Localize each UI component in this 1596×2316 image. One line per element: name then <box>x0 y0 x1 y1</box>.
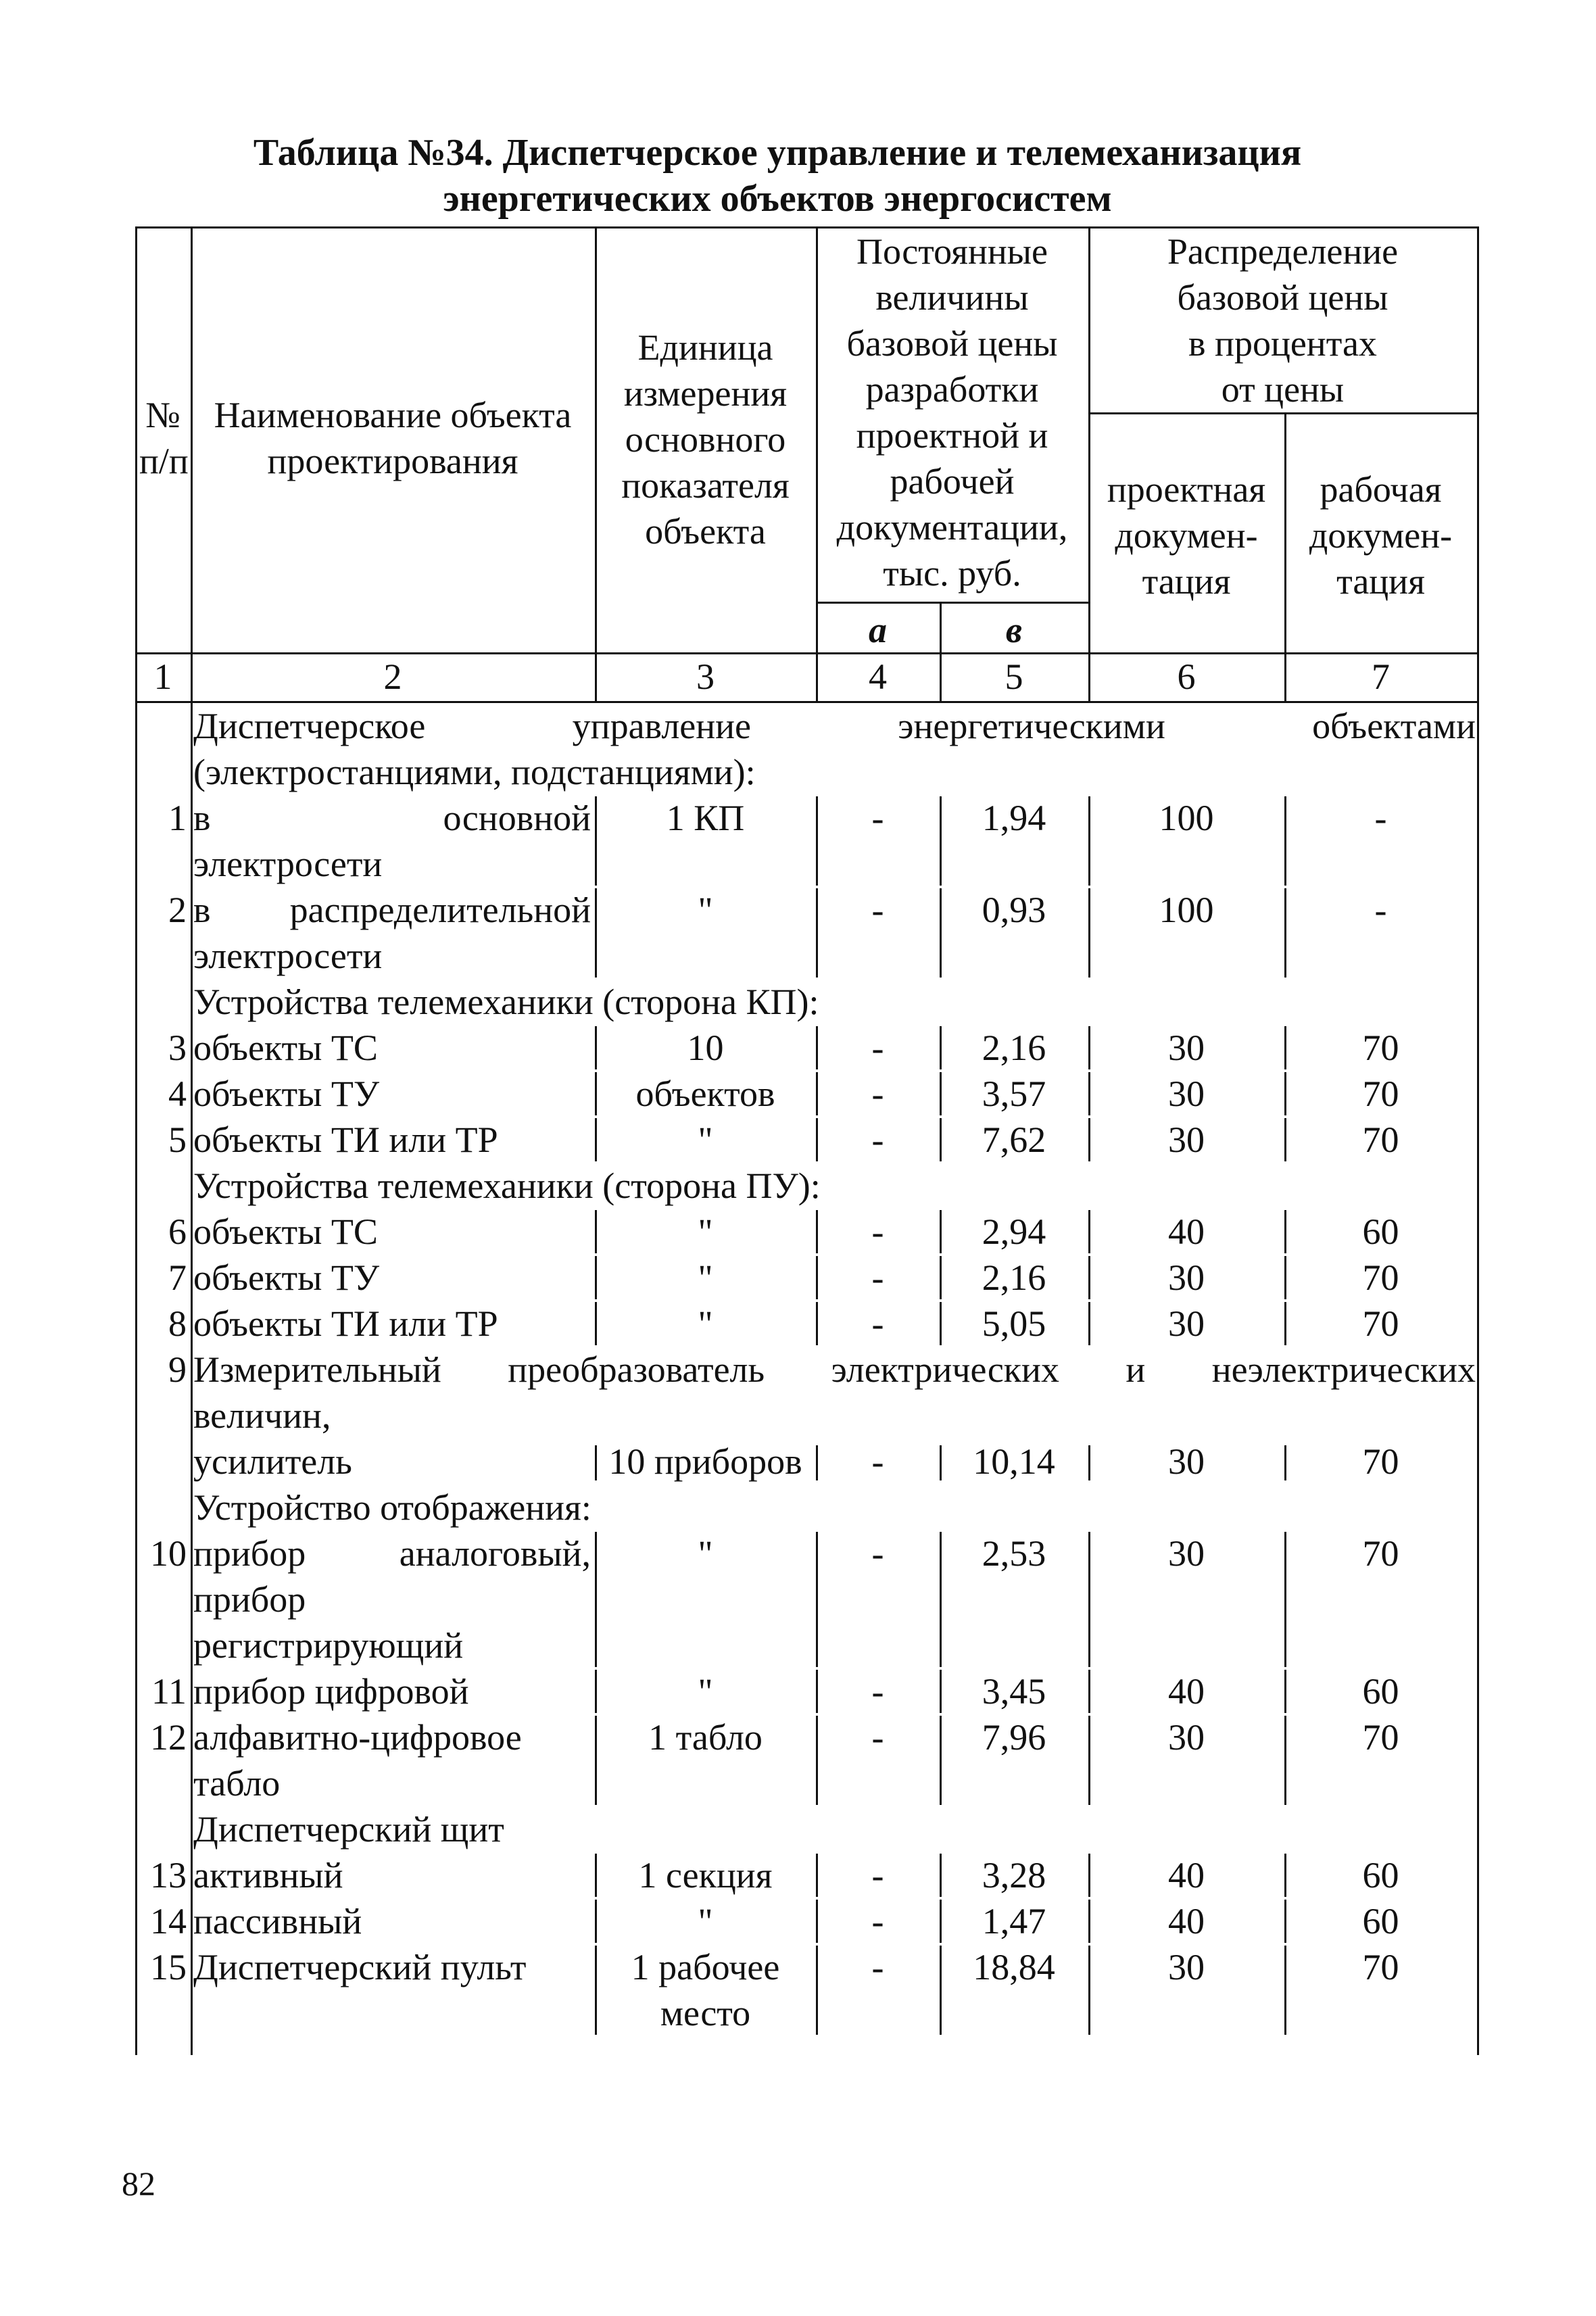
row-cell-divider <box>595 1072 597 1115</box>
row-cell-divider <box>1088 1716 1090 1805</box>
row-cell-divider <box>595 1445 597 1480</box>
row-name: объекты ТИ или ТР <box>193 1119 498 1160</box>
row-number: 8 <box>168 1303 187 1344</box>
row-unit: 10 приборов <box>608 1441 802 1482</box>
row-name: усилитель <box>193 1441 352 1482</box>
row-value-a: - <box>871 1901 884 1941</box>
row-cell-divider <box>1284 1072 1286 1115</box>
header-unit-line: показателя <box>621 465 790 506</box>
row-cell-divider <box>595 1854 597 1897</box>
section-heading: Устройства телемеханики (сторона КП): <box>193 982 819 1022</box>
row-unit: 1 КП <box>666 798 745 838</box>
row-percent-work: 70 <box>1362 1947 1399 1987</box>
row-percent-project: 40 <box>1168 1211 1205 1252</box>
row-cell-divider <box>1284 1118 1286 1161</box>
row-cell-divider <box>816 1532 818 1667</box>
header-const-line: величины <box>875 277 1029 318</box>
row-cell-divider <box>816 1716 818 1805</box>
header-const-line: проектной и <box>856 415 1048 456</box>
row-cell-divider <box>940 1026 942 1069</box>
row-unit: 10 <box>687 1028 724 1068</box>
row-name: Диспетчерский пульт <box>193 1947 527 1987</box>
row-percent-work: 70 <box>1362 1441 1399 1482</box>
row-percent-work: 70 <box>1362 1303 1399 1344</box>
row-cell-divider <box>940 1716 942 1805</box>
row-cell-divider <box>816 1946 818 2035</box>
row-unit: " <box>698 1257 713 1298</box>
row-cell-divider <box>816 1118 818 1161</box>
row-value-a: - <box>871 798 884 838</box>
row-percent-project: 30 <box>1168 1257 1205 1298</box>
header-dist-line: базовой цены <box>1177 277 1388 318</box>
row-cell-divider <box>1088 1670 1090 1713</box>
row-value-b: 2,16 <box>982 1257 1046 1298</box>
row-percent-work: 60 <box>1362 1855 1399 1896</box>
row-value-a: - <box>871 1028 884 1068</box>
row-number: 12 <box>150 1717 187 1758</box>
row-cell-divider <box>816 1256 818 1299</box>
column-number: 4 <box>869 656 887 697</box>
row-cell-divider <box>816 1210 818 1253</box>
header-vline-ab <box>940 602 942 701</box>
row-cell-divider <box>1088 796 1090 886</box>
row-cell-divider <box>1284 1946 1286 2035</box>
row-value-a: - <box>871 1073 884 1114</box>
page-number: 82 <box>122 2165 155 2202</box>
row-percent-work: - <box>1374 890 1387 930</box>
header-proj-line: докумен- <box>1115 515 1258 556</box>
header-vline <box>1088 226 1090 701</box>
row-value-b: 2,94 <box>982 1211 1046 1252</box>
row-value-a: - <box>871 1717 884 1758</box>
header-const-line: Постоянные <box>856 231 1048 272</box>
row-cell-divider <box>1088 1900 1090 1943</box>
column-number: 3 <box>696 656 715 697</box>
row-percent-work: 70 <box>1362 1257 1399 1298</box>
row-unit: 1 табло <box>648 1717 763 1758</box>
header-work-line: докумен- <box>1309 515 1453 556</box>
row-number: 1 <box>168 798 187 838</box>
header-const-line: тыс. руб. <box>883 553 1021 594</box>
row-percent-project: 30 <box>1168 1028 1205 1068</box>
row-percent-work: 70 <box>1362 1028 1399 1068</box>
row-cell-divider <box>1088 1532 1090 1667</box>
row-cell-divider <box>1088 1854 1090 1897</box>
row-cell-divider <box>1088 1072 1090 1115</box>
row-name: электросети <box>193 844 383 884</box>
row-unit: " <box>698 890 713 930</box>
header-const-line: документации, <box>836 507 1068 548</box>
row-cell-divider <box>940 1118 942 1161</box>
row-cell-divider <box>816 1026 818 1069</box>
section-heading: Диспетчерское управление энергетическими объектами <box>193 706 1476 746</box>
row-cell-divider <box>816 888 818 978</box>
header-name-line: проектирования <box>267 441 518 481</box>
row-number: 15 <box>150 1947 187 1987</box>
column-number: 7 <box>1372 656 1390 697</box>
row-name: электросети <box>193 936 383 976</box>
row-value-a: - <box>871 1533 884 1574</box>
header-dist-line: Распределение <box>1167 231 1399 272</box>
row-cell-divider <box>816 1445 818 1480</box>
row-unit: " <box>698 1533 713 1574</box>
row-percent-work: 70 <box>1362 1717 1399 1758</box>
row-unit: " <box>698 1303 713 1344</box>
row-percent-work: 60 <box>1362 1901 1399 1941</box>
header-unit-line: измерения <box>623 373 788 414</box>
row-value-a: - <box>871 1119 884 1160</box>
column-number: 6 <box>1177 656 1196 697</box>
row-percent-work: 70 <box>1362 1533 1399 1574</box>
header-a-label: а <box>869 610 887 650</box>
row-number: 2 <box>168 890 187 930</box>
row-number: 7 <box>168 1257 187 1298</box>
row-cell-divider <box>595 1532 597 1667</box>
table-title-line-1: Таблица №34. Диспетчерское управление и телемеханизация <box>253 132 1302 174</box>
row-name: табло <box>193 1763 281 1804</box>
row-cell-divider <box>1284 796 1286 886</box>
header-dist-line: в процентах <box>1188 323 1377 364</box>
row-name: в распределительной <box>193 890 591 930</box>
row-value-b: 3,45 <box>982 1671 1046 1712</box>
row-percent-project: 100 <box>1159 890 1214 930</box>
row-cell-divider <box>1088 888 1090 978</box>
column-number: 5 <box>1005 656 1023 697</box>
row-cell-divider <box>1284 1854 1286 1897</box>
header-const-line: разработки <box>865 369 1039 410</box>
header-dist-divider <box>1088 412 1479 414</box>
row-cell-divider <box>816 1670 818 1713</box>
row-cell-divider <box>1088 1946 1090 2035</box>
row-value-a: - <box>871 1211 884 1252</box>
row-value-a: - <box>871 1303 884 1344</box>
row-cell-divider <box>1088 1302 1090 1345</box>
row-name: прибор <box>193 1579 306 1620</box>
row-cell-divider <box>1284 1256 1286 1299</box>
table-title-line-2: энергетических объектов энергосистем <box>443 178 1112 220</box>
row-number: 9 <box>168 1349 187 1390</box>
row-cell-divider <box>595 1026 597 1069</box>
row-number: 11 <box>151 1671 187 1712</box>
row-value-b: 3,57 <box>982 1073 1046 1114</box>
row-cell-divider <box>1284 1445 1286 1480</box>
column-number: 1 <box>153 656 172 697</box>
row-value-b: 0,93 <box>982 890 1046 930</box>
row-unit: 1 рабочее <box>631 1947 780 1987</box>
row-cell-divider <box>1088 1256 1090 1299</box>
row-name: в основной <box>193 798 591 838</box>
row-cell-divider <box>595 1946 597 2035</box>
row-cell-divider <box>595 1716 597 1805</box>
body-left-border <box>135 701 137 2055</box>
row-cell-divider <box>595 888 597 978</box>
row-number: 3 <box>168 1028 187 1068</box>
row-cell-divider <box>940 796 942 886</box>
row-cell-divider <box>595 796 597 886</box>
row-value-b: 5,05 <box>982 1303 1046 1344</box>
header-vline <box>135 226 137 701</box>
row-cell-divider <box>940 1532 942 1667</box>
row-value-b: 2,16 <box>982 1028 1046 1068</box>
row-value-b: 7,62 <box>982 1119 1046 1160</box>
row-cell-divider <box>1088 1445 1090 1480</box>
row-percent-project: 40 <box>1168 1901 1205 1941</box>
row-number: 14 <box>150 1901 187 1941</box>
row-cell-divider <box>816 1900 818 1943</box>
row-percent-project: 30 <box>1168 1119 1205 1160</box>
row-percent-project: 30 <box>1168 1717 1205 1758</box>
row-value-a: - <box>871 1257 884 1298</box>
row-number: 4 <box>168 1073 187 1114</box>
row-percent-work: 60 <box>1362 1211 1399 1252</box>
section-heading: Диспетчерский щит <box>193 1809 504 1850</box>
header-vline <box>816 226 818 701</box>
row-cell-divider <box>1284 1302 1286 1345</box>
row-cell-divider <box>940 1900 942 1943</box>
row-number: 13 <box>150 1855 187 1896</box>
row-value-a: - <box>871 1947 884 1987</box>
row-value-a: - <box>871 1855 884 1896</box>
header-vline-6 <box>1284 412 1286 701</box>
row-unit: " <box>698 1119 713 1160</box>
row-cell-divider <box>595 1256 597 1299</box>
row-cell-divider <box>595 1118 597 1161</box>
row-value-b: 1,47 <box>982 1901 1046 1941</box>
row-cell-divider <box>940 888 942 978</box>
row-name: регистрирующий <box>193 1625 464 1666</box>
header-proj-line: проектная <box>1107 469 1266 510</box>
row-unit: " <box>698 1671 713 1712</box>
header-name-line: Наименование объекта <box>214 395 572 435</box>
row-cell-divider <box>816 1302 818 1345</box>
row-cell-divider <box>595 1210 597 1253</box>
row-value-b: 7,96 <box>982 1717 1046 1758</box>
row-cell-divider <box>816 1072 818 1115</box>
header-work-line: рабочая <box>1320 469 1442 510</box>
header-vline <box>191 226 193 701</box>
row-cell-divider <box>940 1445 942 1480</box>
section-heading: Устройство отображения: <box>193 1487 591 1528</box>
row-percent-project: 40 <box>1168 1671 1205 1712</box>
body-vline-num <box>191 701 193 2055</box>
header-unit-line: объекта <box>645 511 766 552</box>
row-cell-divider <box>940 1946 942 2035</box>
header-dist-line: от цены <box>1221 369 1345 410</box>
row-percent-project: 40 <box>1168 1855 1205 1896</box>
row-name: объекты ТУ <box>193 1073 380 1114</box>
row-cell-divider <box>940 1302 942 1345</box>
row-name: Измерительный преобразователь электрических и неэлектрических <box>193 1349 1476 1390</box>
row-cell-divider <box>816 1854 818 1897</box>
header-work-line: тация <box>1336 561 1425 602</box>
row-name: прибор цифровой <box>193 1671 469 1712</box>
row-cell-divider <box>816 796 818 886</box>
row-cell-divider <box>1284 1026 1286 1069</box>
row-percent-project: 30 <box>1168 1073 1205 1114</box>
row-value-a: - <box>871 1671 884 1712</box>
row-name: прибор аналоговый, <box>193 1533 591 1574</box>
row-cell-divider <box>1088 1118 1090 1161</box>
header-num-line: п/п <box>139 441 189 481</box>
row-unit: 1 секция <box>638 1855 773 1896</box>
row-value-b: 1,94 <box>982 798 1046 838</box>
section-heading: Устройства телемеханики (сторона ПУ): <box>193 1165 821 1206</box>
row-name: объекты ТУ <box>193 1257 380 1298</box>
row-number: 5 <box>168 1119 187 1160</box>
row-cell-divider <box>1284 1716 1286 1805</box>
row-number: 10 <box>150 1533 187 1574</box>
row-percent-project: 30 <box>1168 1533 1205 1574</box>
row-cell-divider <box>1088 1210 1090 1253</box>
row-name: объекты ТИ или ТР <box>193 1303 498 1344</box>
row-percent-work: 70 <box>1362 1119 1399 1160</box>
row-value-b: 3,28 <box>982 1855 1046 1896</box>
row-unit: " <box>698 1211 713 1252</box>
row-cell-divider <box>940 1670 942 1713</box>
row-cell-divider <box>595 1302 597 1345</box>
row-cell-divider <box>940 1256 942 1299</box>
section-heading: (электростанциями, подстанциями): <box>193 752 756 792</box>
header-const-line: базовой цены <box>846 323 1058 364</box>
header-unit-line: Единица <box>637 327 773 368</box>
body-right-border <box>1477 701 1479 2055</box>
header-vline <box>1477 226 1479 701</box>
row-cell-divider <box>1088 1026 1090 1069</box>
header-b-label: в <box>1005 610 1023 650</box>
header-unit-line: основного <box>625 419 786 460</box>
row-cell-divider <box>1284 1670 1286 1713</box>
row-value-b: 2,53 <box>982 1533 1046 1574</box>
row-percent-work: 60 <box>1362 1671 1399 1712</box>
row-number: 6 <box>168 1211 187 1252</box>
row-name: пассивный <box>193 1901 362 1941</box>
row-percent-project: 30 <box>1168 1947 1205 1987</box>
row-cell-divider <box>595 1670 597 1713</box>
row-percent-work: 70 <box>1362 1073 1399 1114</box>
header-proj-line: тация <box>1142 561 1231 602</box>
row-unit: " <box>698 1901 713 1941</box>
row-cell-divider <box>940 1210 942 1253</box>
row-name: величин, <box>193 1395 331 1436</box>
row-unit: объектов <box>635 1073 775 1114</box>
row-value-b: 10,14 <box>973 1441 1055 1482</box>
row-name: объекты ТС <box>193 1028 378 1068</box>
header-vline <box>595 226 597 701</box>
row-percent-project: 100 <box>1159 798 1214 838</box>
row-name: объекты ТС <box>193 1211 378 1252</box>
row-name: алфавитно-цифровое <box>193 1717 522 1758</box>
row-cell-divider <box>1284 888 1286 978</box>
row-cell-divider <box>940 1854 942 1897</box>
row-cell-divider <box>1284 1900 1286 1943</box>
row-value-a: - <box>871 890 884 930</box>
row-cell-divider <box>1284 1210 1286 1253</box>
row-percent-work: - <box>1374 798 1387 838</box>
row-value-a: - <box>871 1441 884 1482</box>
row-name: активный <box>193 1855 343 1896</box>
row-cell-divider <box>940 1072 942 1115</box>
column-number: 2 <box>383 656 402 697</box>
header-num-line: № <box>145 395 180 435</box>
row-percent-project: 30 <box>1168 1441 1205 1482</box>
row-cell-divider <box>1284 1532 1286 1667</box>
row-cell-divider <box>595 1900 597 1943</box>
row-value-b: 18,84 <box>973 1947 1055 1987</box>
header-ab-divider <box>816 602 1090 604</box>
row-percent-project: 30 <box>1168 1303 1205 1344</box>
header-const-line: рабочей <box>890 461 1015 502</box>
row-unit: место <box>660 1993 751 2033</box>
